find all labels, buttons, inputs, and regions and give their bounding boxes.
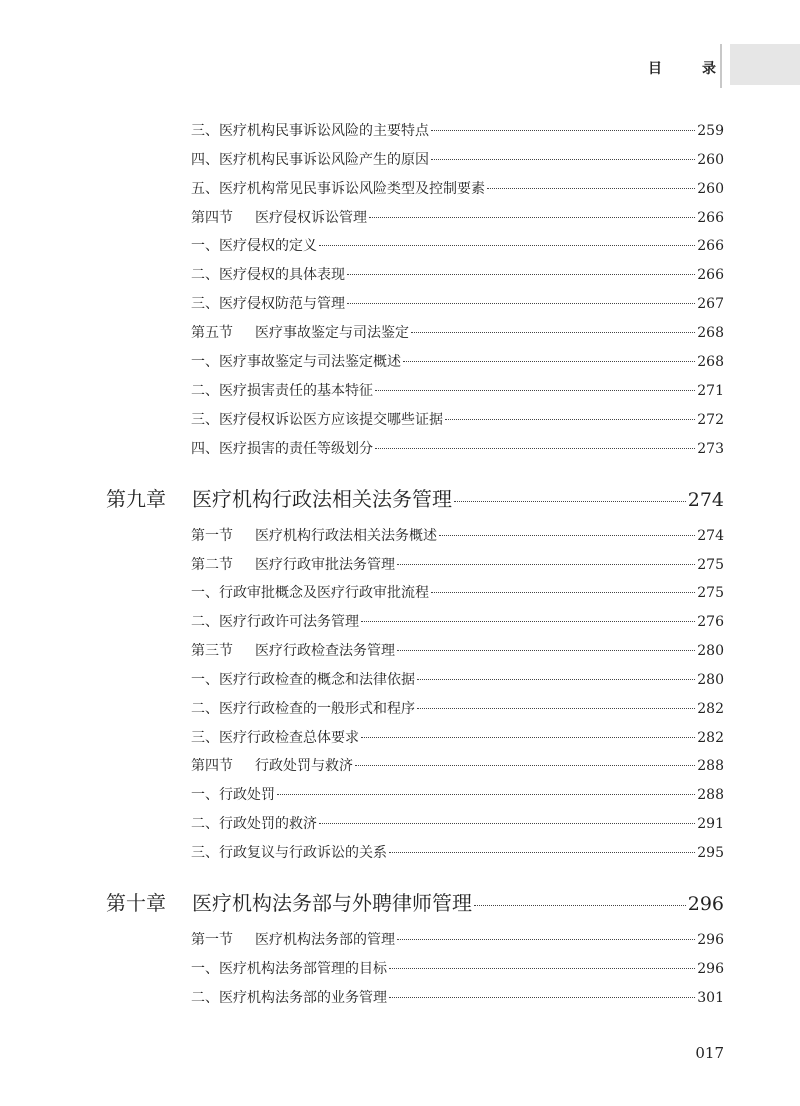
toc-section-title: 医疗事故鉴定与司法鉴定	[255, 325, 409, 341]
toc-item-title: 三、医疗侵权诉讼医方应该提交哪些证据	[191, 412, 443, 428]
dot-leader	[411, 332, 695, 333]
toc-item-title: 一、医疗事故鉴定与司法鉴定概述	[191, 354, 401, 370]
header-tab	[730, 44, 800, 85]
toc-item-title: 三、医疗行政检查总体要求	[191, 730, 359, 746]
dot-leader	[355, 765, 695, 766]
toc-item-title: 四、医疗损害的责任等级划分	[191, 441, 373, 457]
toc-item[interactable]	[191, 235, 724, 255]
toc-item[interactable]	[191, 380, 724, 400]
toc-item-title: 二、行政处罚的救济	[191, 816, 317, 832]
page-header-title	[648, 58, 718, 78]
dot-leader	[369, 217, 695, 218]
toc-item[interactable]	[191, 149, 724, 169]
toc-section-number: 第四节	[191, 210, 233, 226]
toc-section-page: 288	[697, 758, 724, 774]
toc-item-title: 五、医疗机构常见民事诉讼风险类型及控制要素	[191, 181, 485, 197]
toc-section-title: 医疗侵权诉讼管理	[255, 210, 367, 226]
toc-item-title: 二、医疗行政许可法务管理	[191, 614, 359, 630]
toc-item-page: 291	[697, 816, 724, 832]
toc-item-page: 268	[697, 354, 724, 370]
toc-section-number: 第三节	[191, 643, 233, 659]
dot-leader	[487, 188, 695, 189]
dot-leader	[389, 852, 695, 853]
dot-leader	[439, 535, 695, 536]
toc-item-title: 一、医疗行政检查的概念和法律依据	[191, 672, 415, 688]
toc-item-page: 295	[697, 845, 724, 861]
dot-leader	[347, 303, 695, 304]
toc-item-page: 260	[697, 152, 724, 168]
toc-item[interactable]	[191, 178, 724, 198]
toc-item[interactable]	[191, 438, 724, 458]
toc-section-number: 第二节	[191, 557, 233, 573]
toc-section-page: 274	[697, 528, 724, 544]
toc-item-page: 267	[697, 296, 724, 312]
toc-item[interactable]	[191, 351, 724, 371]
dot-leader	[403, 361, 695, 362]
toc-item-title: 三、行政复议与行政诉讼的关系	[191, 845, 387, 861]
toc-item-title: 四、医疗机构民事诉讼风险产生的原因	[191, 152, 429, 168]
toc-section-title: 医疗机构行政法相关法务概述	[255, 528, 437, 544]
toc-section-number: 第四节	[191, 758, 233, 774]
toc-item[interactable]	[191, 813, 724, 833]
dot-leader	[361, 737, 695, 738]
dot-leader	[454, 501, 686, 502]
toc-item-page: 296	[697, 961, 724, 977]
dot-leader	[277, 794, 695, 795]
toc-item[interactable]	[191, 669, 724, 689]
toc-section[interactable]	[191, 640, 724, 660]
toc-section-title: 医疗行政检查法务管理	[255, 643, 395, 659]
toc-section[interactable]	[191, 322, 724, 342]
toc-item-page: 301	[697, 990, 724, 1006]
header-divider	[720, 44, 722, 88]
toc-item[interactable]	[191, 611, 724, 631]
toc-item[interactable]	[191, 409, 724, 429]
toc-chapter-page: 296	[687, 893, 724, 915]
toc-item-page: 260	[697, 181, 724, 197]
toc-item[interactable]	[191, 293, 724, 313]
toc-item-title: 二、医疗损害责任的基本特征	[191, 383, 373, 399]
toc-chapter[interactable]	[106, 483, 724, 512]
toc-item[interactable]	[191, 120, 724, 140]
toc-section-page: 280	[697, 643, 724, 659]
toc-section-number: 第一节	[191, 528, 233, 544]
dot-leader	[431, 159, 695, 160]
dot-leader	[389, 968, 695, 969]
toc-item-page: 266	[697, 267, 724, 283]
dot-leader	[397, 650, 695, 651]
header-char-2: 录	[702, 61, 718, 77]
toc-section-page: 266	[697, 210, 724, 226]
toc-section-title: 行政处罚与救济	[255, 758, 353, 774]
toc-item-page: 282	[697, 730, 724, 746]
toc-item-title: 三、医疗机构民事诉讼风险的主要特点	[191, 123, 429, 139]
dot-leader	[319, 245, 695, 246]
toc-item-page: 282	[697, 701, 724, 717]
toc-item-title: 二、医疗行政检查的一般形式和程序	[191, 701, 415, 717]
toc-chapter-number: 第九章	[106, 487, 166, 511]
toc-chapter-title: 医疗机构法务部与外聘律师管理	[192, 891, 472, 915]
toc-item-page: 273	[697, 441, 724, 457]
dot-leader	[431, 592, 695, 593]
dot-leader	[417, 708, 695, 709]
toc-chapter-title: 医疗机构行政法相关法务管理	[192, 487, 452, 511]
toc-section[interactable]	[191, 755, 724, 775]
toc-section-title: 医疗机构法务部的管理	[255, 932, 395, 948]
toc-item-page: 276	[697, 614, 724, 630]
toc-item-page: 271	[697, 383, 724, 399]
toc-item[interactable]	[191, 842, 724, 862]
toc-section[interactable]	[191, 207, 724, 227]
dot-leader	[397, 564, 695, 565]
dot-leader	[389, 997, 695, 998]
toc-item[interactable]	[191, 784, 724, 804]
dot-leader	[375, 448, 695, 449]
header-char-1: 目	[648, 61, 664, 77]
toc-item[interactable]	[191, 698, 724, 718]
toc-item-title: 二、医疗侵权的具体表现	[191, 267, 345, 283]
toc-item-title: 一、医疗侵权的定义	[191, 238, 317, 254]
toc-item-page: 259	[697, 123, 724, 139]
dot-leader	[431, 130, 695, 131]
dot-leader	[347, 274, 695, 275]
dot-leader	[397, 939, 695, 940]
toc-item[interactable]	[191, 264, 724, 284]
toc-section-number: 第一节	[191, 932, 233, 948]
toc-item-page: 272	[697, 412, 724, 428]
dot-leader	[319, 823, 695, 824]
toc-item[interactable]	[191, 987, 724, 1007]
toc-section-page: 275	[697, 557, 724, 573]
toc-item-page: 266	[697, 238, 724, 254]
dot-leader	[375, 390, 695, 391]
toc-item-page: 280	[697, 672, 724, 688]
toc-item[interactable]	[191, 582, 724, 602]
toc-section-page: 268	[697, 325, 724, 341]
dot-leader	[417, 679, 695, 680]
toc-section-title: 医疗行政审批法务管理	[255, 557, 395, 573]
toc-chapter-page: 274	[687, 489, 724, 511]
toc-item[interactable]	[191, 958, 724, 978]
toc-item-page: 275	[697, 585, 724, 601]
toc-section-number: 第五节	[191, 325, 233, 341]
dot-leader	[445, 419, 695, 420]
toc-item[interactable]	[191, 727, 724, 747]
toc-item-title: 一、医疗机构法务部管理的目标	[191, 961, 387, 977]
page-number: 017	[695, 1044, 724, 1062]
dot-leader	[474, 905, 686, 906]
toc-chapter[interactable]	[106, 887, 724, 916]
toc-section[interactable]	[191, 554, 724, 574]
toc-item-page: 288	[697, 787, 724, 803]
toc-item-title: 一、行政处罚	[191, 787, 275, 803]
toc-item-title: 二、医疗机构法务部的业务管理	[191, 990, 387, 1006]
toc-section[interactable]	[191, 525, 724, 545]
toc-chapter-number: 第十章	[106, 891, 166, 915]
toc-item-title: 一、行政审批概念及医疗行政审批流程	[191, 585, 429, 601]
toc-item-title: 三、医疗侵权防范与管理	[191, 296, 345, 312]
dot-leader	[361, 621, 695, 622]
toc-section-page: 296	[697, 932, 724, 948]
toc-section[interactable]	[191, 929, 724, 949]
